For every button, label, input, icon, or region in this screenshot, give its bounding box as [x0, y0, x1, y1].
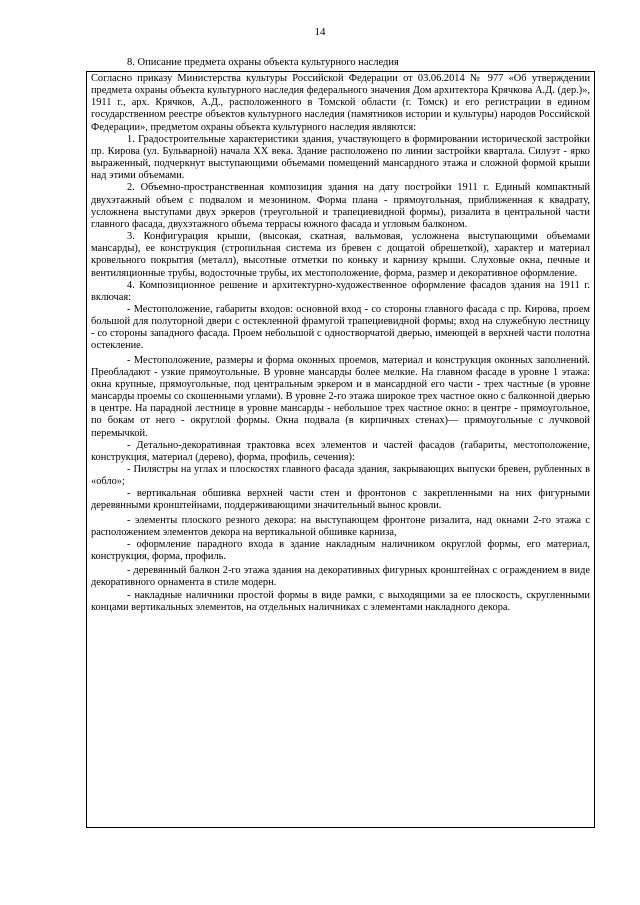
item-roof-configuration: 3. Конфигурация крыши, (высокая, скатная, вальмовая, усложнена выступающими объемами мансарды), ее конструкция (стропильная система из бревен с дощатой обрешеткой), характер и материал кровельного покрытия (металл), высотные отметки по коньку и карнизу крыши. Слуховые окна, печные и вентиляционные трубы, водосточные трубы, их местоположение, форма, размер и декоративное оформление.: [91, 231, 590, 279]
item-facade-composition: 4. Композиционное решение и архитектурно-художественное оформление фасадов здания на 1911 г. включая:: [91, 279, 590, 303]
bullet-carved-decor: - элементы плоского резного декора: на выступающем фронтоне ризалита, над окнами 2-го этажа с расположением элементов декора на вертикальной обшивке карниза,: [91, 514, 590, 538]
page-number: 14: [314, 26, 326, 38]
protection-subject-box: [86, 71, 595, 828]
bullet-pilasters: - Пилястры на углах и плоскостях главного фасада здания, закрывающих выпуски бревен, рубленных в «обло»;: [91, 464, 590, 488]
section-heading: 8. Описание предмета охраны объекта культурного наследия: [127, 57, 399, 68]
intro-paragraph: Согласно приказу Министерства культуры Российской Федерации от 03.06.2014 № 977 «Об утверждении предмета охраны объекта культурного наследия федерального значения Дом архитектора Крячкова А.Д. (дер.)», 1911 г., арх. Крячков, А.Д., расположенного в Томской области (г. Томск) и его регистрации в едином государственном реестре объектов культурного наследия (памятников истории и культуры) народов Российской Федерации», предметом охраны объекта культурного наследия являются:: [91, 73, 590, 133]
bullet-window-trims: - накладные наличники простой формы в виде рамки, с выходящими за ее плоскость, скругленными концами вертикальных элементов, на отдельных наличниках с элементами накладного декора.: [91, 589, 590, 613]
bullet-entrance-trim: - оформление парадного входа в здание накладным наличником округлой формы, его материал, конструкция, форма, профиль.: [91, 538, 590, 563]
bullet-entrances: - Местоположение, габариты входов: основной вход - со стороны главного фасада с пр. Кирова, проем большой для полуторной двери с остекленной фрамугой трапециевидной формы; вход на служебную лестницу - со стороны западного фасада. Проем небольшой с одностворчатой дверью, имеющей в верхней части полотна остекление.: [91, 303, 590, 352]
item-urban-planning: 1. Градостроительные характеристики здания, участвующего в формировании исторической застройки пр. Кирова (ул. Бульварной) начала XX века. Здание расположено по линии застройки квартала. Силуэт - ярко выраженный, подчеркнут выступающими объемами помещений мансардного этажа и сложной формой крыши над этими объемами.: [91, 133, 590, 182]
bullet-decorative-treatment: - Детально-декоративная трактовка всех элементов и частей фасадов (габариты, местоположение, конструкция, материал (дерево), форма, профиль, сечения):: [91, 439, 590, 463]
item-spatial-composition: 2. Объемно-пространственная композиция здания на дату постройки 1911 г. Единый компактный двухэтажный объем с подвалом и мезонином. Форма плана - прямоугольная, приближенная к квадрату, усложнена выступами двух эркеров (треугольной и трапециевидной формы), ризалита в центральной части главного фасада, двухэтажного объема террасы южного фасада и угловым балконом.: [91, 182, 590, 230]
bullet-windows: - Местоположение, размеры и форма оконных проемов, материал и конструкция оконных заполнений. Преобладают - узкие прямоугольные. В уровне мансарды более мелкие. На главном фасаде в уровне 1 этажа: окна крупные, прямоугольные, под центральным эркером и в мансардной его части - трех частные (в уровне мансарды проемы со скошенными углами). В уровне 2-го этажа широкое трех частное окно с балконной дверью в центре. На парадной лестнице в уровне мансарды - небольшое трех частное окно: в центре - прямоугольное, по бокам от него - округлой формы. Окна подвала (в кирпичных стенах)— прямоугольные с лучковой перемычкой.: [91, 354, 590, 439]
bullet-vertical-cladding: - вертикальная обшивка верхней части стен и фронтонов с закрепленными на них фигурными деревянными кронштейнами, поддерживающими значительный вынос кровли.: [91, 488, 590, 512]
bullet-balcony: - деревянный балкон 2-го этажа здания на декоративных фигурных кронштейнах с ограждением в виде декоративного орнамента в стиле модерн.: [91, 565, 590, 589]
